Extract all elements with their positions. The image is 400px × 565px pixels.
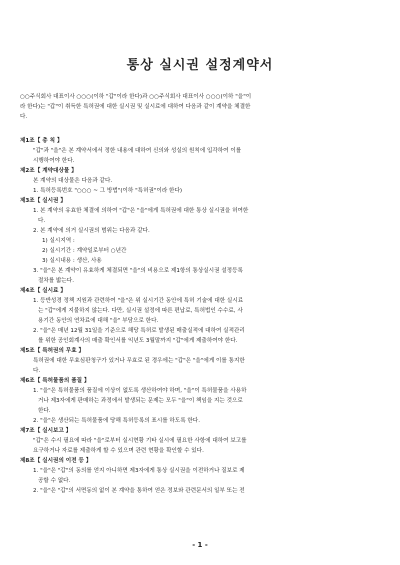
clause-line: 3) 실시내용 : 생산, 사용 bbox=[42, 258, 102, 264]
clause-line: 1. "을"은 특허물품의 품질에 이상이 없도록 생산하여야 하며, "을"이 특허물품을 사용하 bbox=[33, 388, 247, 394]
clause-line: 특허권에 대한 무효심판청구가 있거나 무효로 된 경우에는 "갑"은 "을"에게 이를 통지한 bbox=[33, 358, 245, 364]
clause-line: 1. "을"은 "갑"의 동의를 얻지 아니하면 제3자에게 통상 실시권을 이전하거나 질보로 제 bbox=[33, 468, 245, 474]
clause-line: 1) 실시지역 : bbox=[42, 238, 75, 244]
clause-line: 2) 실시기간 : 계약일로부터 ○년간 bbox=[42, 248, 127, 254]
clause-line: 는 "갑"에게 지불하지 않는다. 다만, 실시권 설정에 따른 편납료, 특허법인 수수료, 사 bbox=[38, 308, 243, 314]
clause-line: 2. "을"은 "갑"의 서면동의 없이 본 계약을 통하여 얻은 정보와 관련문서의 일부 또는 전 bbox=[33, 488, 245, 494]
clause-line: 거나 제3자에게 판매하는 과정에서 발생되는 문제는 모두 "을"이 책임을 지는 것으로 bbox=[38, 398, 243, 404]
page-number: - 1 - bbox=[192, 541, 208, 549]
intro-line: ○○주식회사 대표이사 ○○○(이하 "갑"이라 한다)과 ○○주식회사 대표이사 ○○○(이하 "을"이 bbox=[20, 94, 252, 100]
clause-line: "갑"은 수시 필요에 따라 "을"로부터 실시현황 기타 실시에 필요한 사항에 대하여 보고를 bbox=[33, 438, 247, 444]
clause-line: 한다. bbox=[38, 408, 51, 414]
clause-line: 본 계약의 대상물은 다음과 같다. bbox=[33, 178, 113, 184]
intro-paragraph bbox=[20, 92, 382, 122]
clause-line: 다. bbox=[38, 218, 46, 224]
article-heading: 제2조【 계약대상물 】 bbox=[20, 168, 77, 174]
article-heading: 제7조【 실시보고 】 bbox=[20, 428, 72, 434]
clause-line: 2. "을"은 매년 12월 31일을 기준으로 해당 특허로 발생된 매출실적에 대하여 실적관리 bbox=[33, 328, 245, 334]
article-heading: 제5조【 특허권의 무효 】 bbox=[20, 348, 85, 354]
clause-line: "갑"과 "을"은 본 계약서에서 정한 내용에 대하여 신의와 성실의 원칙에 입각하여 이를 bbox=[33, 148, 242, 154]
clause-line: 2. "을"은 생산되는 특허물품에 당해 특허등록의 표시를 하도록 한다. bbox=[33, 418, 200, 424]
clause-line: 다. bbox=[33, 368, 41, 374]
clause-line: 2. 본 계약에 의거 실시권의 범위는 다음과 같다. bbox=[33, 228, 150, 234]
clause-line: 공할 수 없다. bbox=[38, 478, 71, 484]
clause-line: 1. 등반성경 정책 지원과 관련하여 "을"은 위 실시기간 동안에 특허 기술에 대한 실시료 bbox=[33, 298, 244, 304]
article-heading: 제4조【 실시료 】 bbox=[20, 288, 66, 294]
clause-line: 요구하거나 자료를 제출하게 할 수 있으며 관련 현황을 확인할 수 있다. bbox=[33, 448, 204, 454]
intro-line: 다. bbox=[20, 114, 28, 120]
article-heading: 제8조【 실시권의 이전 등 】 bbox=[20, 458, 92, 464]
clause-line: 를 위한 공인회계사의 매출 확인서를 익년도 3월말까지 "갑"에게 제출하여야 한다. bbox=[38, 338, 238, 344]
clause-line: 1. 본 계약의 유효한 체결에 의하여 "갑"은 "을"에게 특허권에 대한 통상 실시권을 허여한 bbox=[33, 208, 249, 214]
contract-body bbox=[20, 136, 382, 496]
article-heading: 제6조【 특허물품의 품질 】 bbox=[20, 378, 90, 384]
article-heading: 제3조【 실시권 】 bbox=[20, 198, 66, 204]
clause-line: 절차를 밟는다. bbox=[38, 278, 74, 284]
article-heading: 제1조【 총 칙 】 bbox=[20, 138, 63, 144]
clause-line: 3. "을"은 본 계약이 유효하게 체결되면 "을"의 비용으로 제1항의 통상실시권 설정등록 bbox=[33, 268, 243, 274]
intro-line: 라 한다)는 "갑"이 취득한 특허권에 대한 실시권 및 실시료에 대하여 다음과 같이 계약을 체결한 bbox=[20, 104, 251, 110]
clause-line: 용기간 동안의 연차료에 대해 "을" 부담으로 한다. bbox=[38, 318, 159, 324]
document-title: 통상 실시권 설정계약서 bbox=[126, 58, 274, 73]
clause-line: 시행하여야 한다. bbox=[33, 158, 75, 164]
clause-line: 1. 특허등록번호 "○○○ ~ 그 방법"(이하 "특허권"이라 한다) bbox=[33, 188, 183, 194]
